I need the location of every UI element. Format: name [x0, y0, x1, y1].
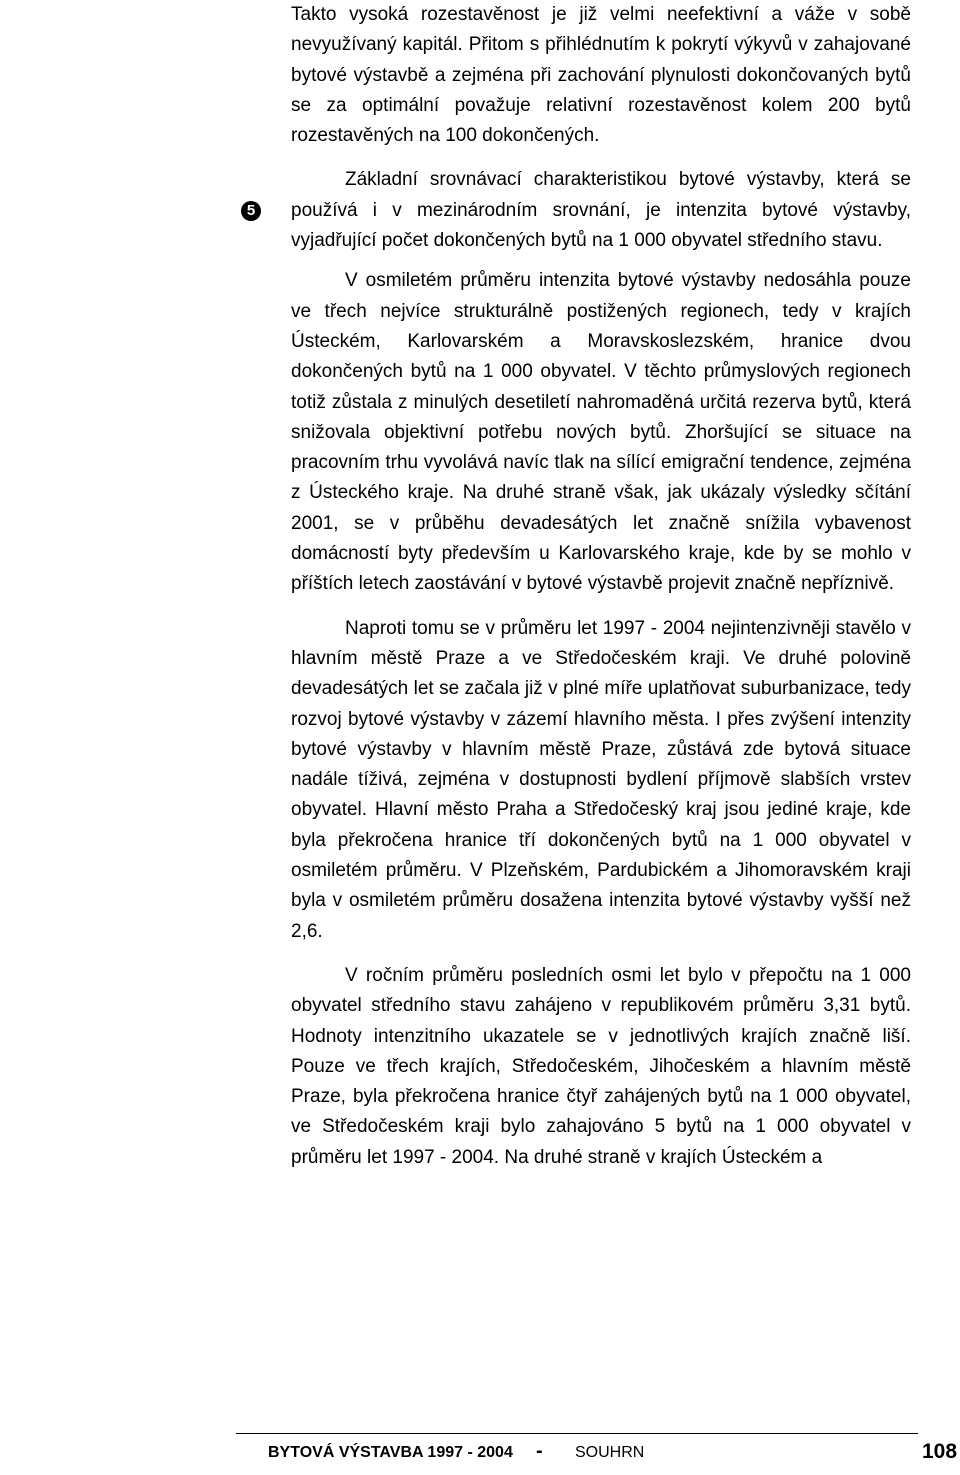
- footer-divider: [236, 1433, 918, 1434]
- paragraph-5: V ročním průměru posledních osmi let bylo v přepočtu na 1 000 obyvatel středního stavu zahájeno v republikovém průměru 3,31 bytů. Hodnoty intenzitního ukazatele se v jednotlivých krajích značně liší. Pouze ve třech krajích, Středočeském, Jihočeském a hlavním městě Praze, byla překročena hranice čtyř zahájených bytů na 1 000 obyvatel, ve Středočeském kraji bylo zahajováno 5 bytů na 1 000 obyvatel v průměru let 1997 - 2004. Na druhé straně v krajích Ústeckém a: [291, 964, 911, 1168]
- paragraph-3: V osmiletém průměru intenzita bytové výstavby nedosáhla pouze ve třech nejvíce strukturálně postižených regionech, tedy v krajích Ústeckém, Karlovarském a Moravskoslezském, hranice dvou dokončených bytů na 1 000 obyvatel. V těchto průmyslových regionech totiž zůstala z minulých desetiletí nahromaděná určitá rezerva bytů, která snižovala objektivní potřebu nových bytů. Zhoršující se situace na pracovním trhu vyvolává navíc tlak na sílící emigrační tendence, zejména z Ústeckého kraje. Na druhé straně však, jak ukázaly výsledky sčítání 2001, se v průběhu devadesátých let značně snížila vybavenost domácností byty především u Karlovarského kraje, kde by se mohlo v příštích letech zaostávání v bytové výstavbě projevit značně nepříznivě.: [291, 270, 911, 595]
- numbered-bullet-icon: 5: [241, 201, 261, 221]
- paragraph-4: Naproti tomu se v průměru let 1997 - 2004 nejintenzivněji stavělo v hlavním městě Praze a ve Středočeském kraji. Ve druhé polovině devadesátých let se začala již v plné míře uplatňovat suburbanizace, tedy rozvoj bytové výstavby v zázemí hlavního města. I přes zvýšení intenzity bytové výstavby v hlavním městě Praze, zůstává zde bytová situace nadále tíživá, zejména v dostupnosti bydlení příjmově slabších vrstev obyvatel. Hlavní město Praha a Středočeský kraj jsou jediné kraje, kde byla překročena hranice tří dokončených bytů na 1 000 obyvatel v osmiletém průměru. V Plzeňském, Pardubickém a Jihomoravském kraji byla v osmiletém průměru dosažena intenzita bytové výstavby vyšší než 2,6.: [291, 617, 911, 942]
- page-footer: [236, 1440, 960, 1470]
- footer-title: BYTOVÁ VÝSTAVBA 1997 - 2004: [268, 1444, 513, 1461]
- paragraph-1: Takto vysoká rozestavěnost je již velmi neefektivní a váže v sobě nevyužívaný kapitál. Přitom s přihlédnutím k pokrytí výkyvů v zahajované bytové výstavbě a zejména při zachování plynulosti dokončovaných bytů se za optimální považuje relativní rozestavěnost kolem 200 bytů rozestavěných na 100 dokončených.: [291, 4, 911, 147]
- footer-subtitle: SOUHRN: [575, 1444, 645, 1461]
- paragraph-2: Základní srovnávací charakteristikou bytové výstavby, která se používá i v mezinárodním srovnání, je intenzita bytové výstavby, vyjadřující počet dokončených bytů na 1 000 obyvatel středního stavu.: [291, 169, 911, 252]
- page-number: 108: [922, 1440, 958, 1463]
- footer-separator: -: [536, 1440, 543, 1462]
- text-column: [291, 0, 911, 1173]
